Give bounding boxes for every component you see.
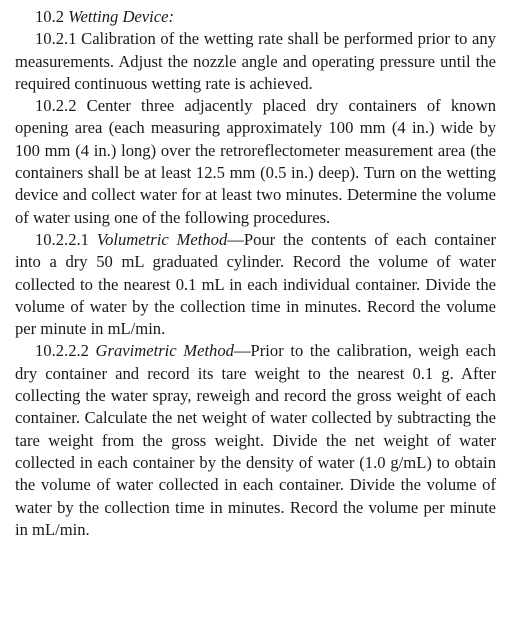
paragraph-10-2-1 — [15, 28, 496, 95]
paragraph-number: 10.2.1 — [35, 29, 77, 49]
paragraph-title: Gravimetric Method — [95, 341, 234, 361]
paragraph-title: Volumetric Method — [96, 229, 228, 249]
section-number: 10.2 — [35, 7, 65, 26]
paragraph-text: Calibration of the wetting rate shall be performed prior to any measurements. Adjust the nozzle angle and operating pressure until the required continuous wetting rate is achieved. — [15, 29, 497, 93]
em-dash: — — [227, 229, 244, 249]
section-heading — [15, 6, 496, 28]
section-title: Wetting Device: — [68, 7, 175, 26]
em-dash: — — [233, 341, 251, 361]
paragraph-10-2-2-1 — [15, 229, 496, 340]
paragraph-10-2-2-2 — [15, 340, 496, 541]
paragraph-10-2-2 — [15, 95, 496, 229]
paragraph-text: Center three adjacently placed dry containers of known opening area (each measuring approximately 100 mm (4 in.) wide by 100 mm (4 in.) long) over the retroreflectometer measurement area (the containers shall be at least 12.5 mm (0.5 in.) deep). Turn on the wetting device and collect water for at least two minutes. Determine the volume of water using one of the following procedures. — [15, 96, 496, 227]
paragraph-text: Pour the contents of each container into a dry 50 mL graduated cylinder. Record the volume of water collected to the nearest 0.1 mL in each individual container. Divide the volume of water by the collection time in minutes. Record the volume per minute in mL/min. — [15, 229, 497, 339]
paragraph-text: Prior to the calibration, weigh each dry container and record its tare weight to the nearest 0.1 g. After collecting the water spray, reweigh and record the gross weight of each container. Calculate the net weight of water collected by subtracting the tare weight from the gross weight. Divide the net weight of water collected in each container by the density of water (1.0 g/mL) to obtain the volume of water collected in each container. Divide the volume of water by the collection time in minutes. Record the volume per minute in mL/min. — [15, 341, 496, 539]
paragraph-number: 10.2.2.2 — [35, 341, 89, 361]
paragraph-number: 10.2.2.1 — [35, 229, 89, 249]
paragraph-number: 10.2.2 — [35, 96, 77, 116]
